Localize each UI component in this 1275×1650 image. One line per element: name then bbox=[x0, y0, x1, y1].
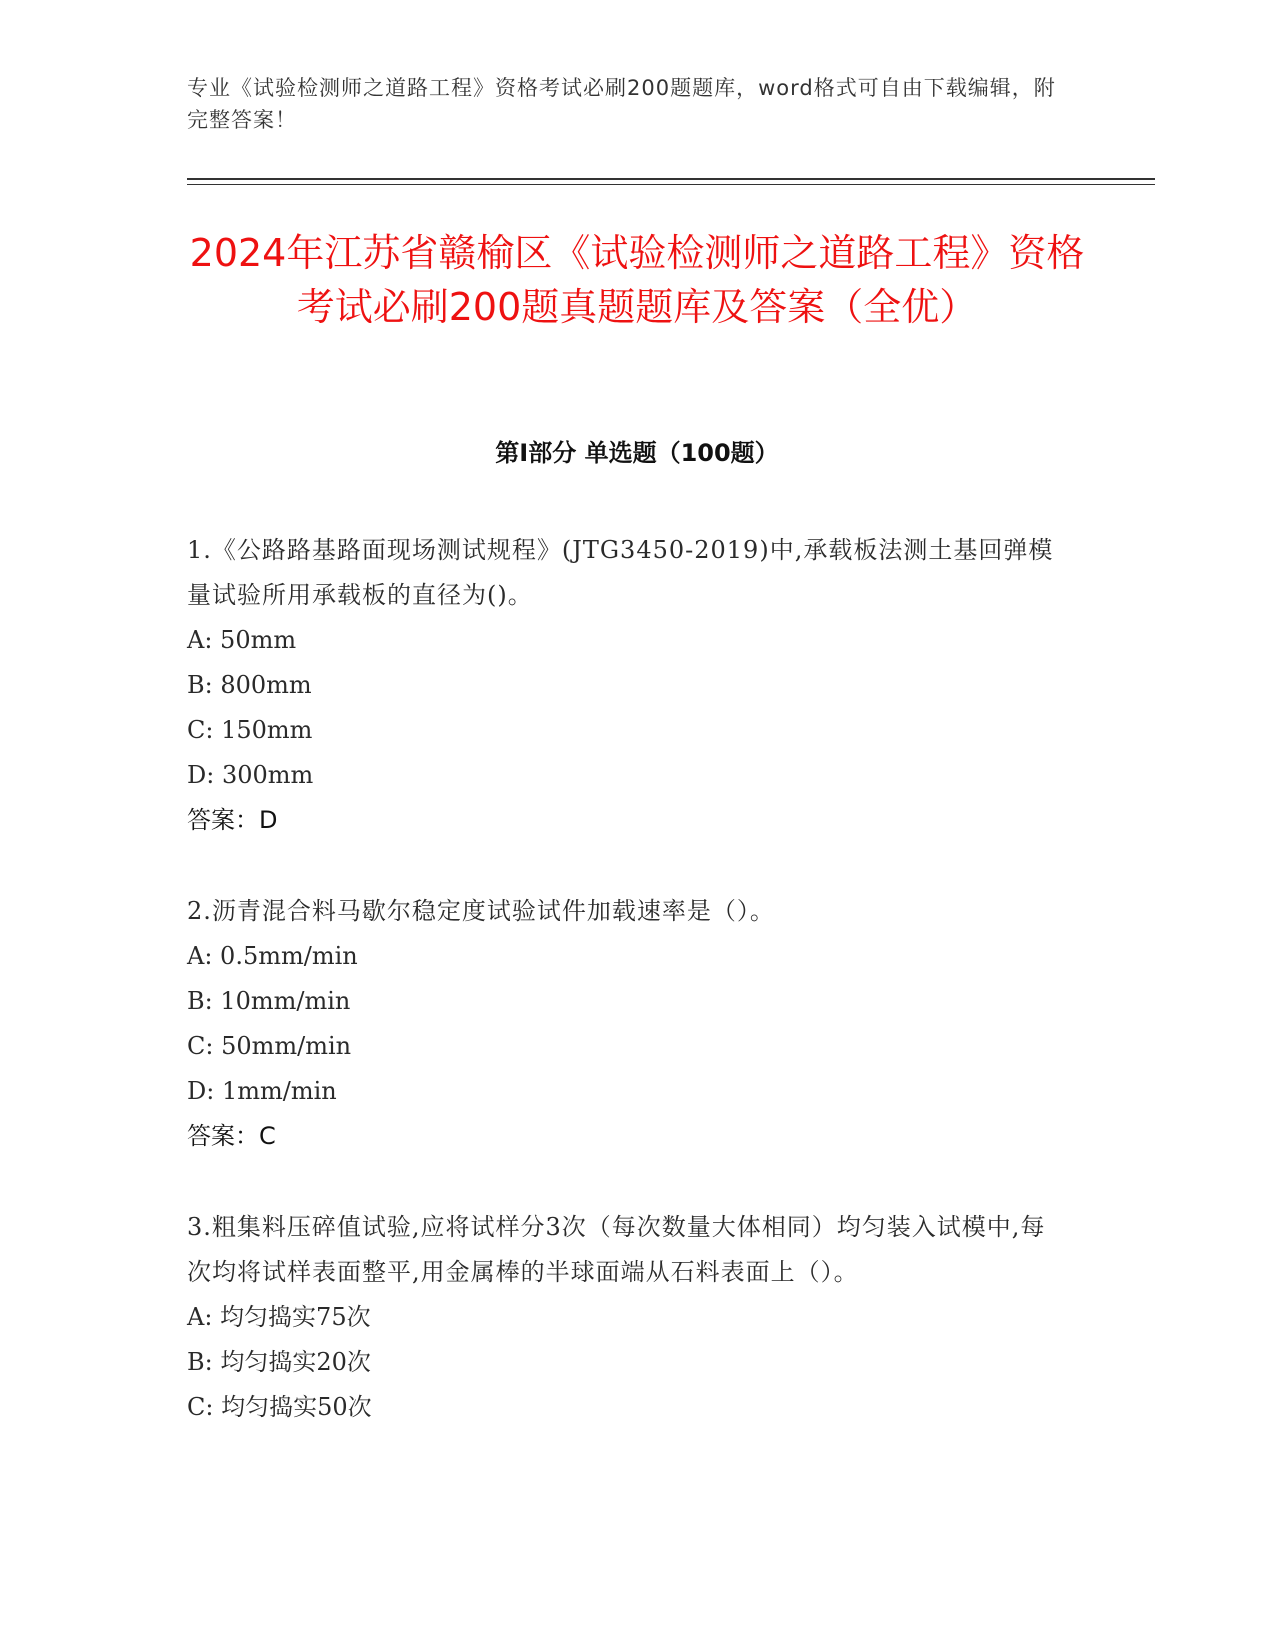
option-d: D: 1mm/min bbox=[187, 1077, 337, 1105]
option-a: A: 0.5mm/min bbox=[187, 942, 358, 970]
header-divider-thin bbox=[187, 184, 1155, 185]
question-item bbox=[187, 889, 1067, 1159]
question-spacer bbox=[187, 1159, 1067, 1205]
question-stem: 2.沥青混合料马歇尔稳定度试验试件加载速率是（）。 bbox=[187, 897, 775, 925]
answer-line: 答案：C bbox=[187, 1122, 276, 1150]
answer-line: 答案：D bbox=[187, 806, 278, 834]
option-a: A: 均匀捣实75次 bbox=[187, 1303, 371, 1331]
section-heading: 第I部分 单选题（100题） bbox=[495, 439, 779, 467]
document-title: 2024年江苏省赣榆区《试验检测师之道路工程》资格考试必刷200题真题题库及答案（全优） bbox=[189, 231, 1085, 329]
option-c: C: 50mm/min bbox=[187, 1032, 352, 1060]
header-divider-thick bbox=[187, 178, 1155, 180]
option-b: B: 均匀捣实20次 bbox=[187, 1348, 371, 1376]
question-list bbox=[187, 528, 1067, 1430]
option-a: A: 50mm bbox=[187, 626, 297, 654]
question-item bbox=[187, 1205, 1067, 1430]
option-b: B: 10mm/min bbox=[187, 987, 351, 1015]
option-d: D: 300mm bbox=[187, 761, 314, 789]
option-c: C: 150mm bbox=[187, 716, 313, 744]
option-b: B: 800mm bbox=[187, 671, 312, 699]
header-note: 专业《试验检测师之道路工程》资格考试必刷200题题库，word格式可自由下载编辑，附完整答案！ bbox=[187, 76, 1056, 132]
question-item bbox=[187, 528, 1067, 843]
question-stem: 1.《公路路基路面现场测试规程》(JTG3450-2019)中,承载板法测土基回弹模量试验所用承载板的直径为()。 bbox=[187, 536, 1054, 609]
question-spacer bbox=[187, 843, 1067, 889]
question-stem: 3.粗集料压碎值试验,应将试样分3次（每次数量大体相同）均匀装入试模中,每次均将试样表面整平,用金属棒的半球面端从石料表面上（）。 bbox=[187, 1213, 1046, 1286]
option-c: C: 均匀捣实50次 bbox=[187, 1393, 372, 1421]
